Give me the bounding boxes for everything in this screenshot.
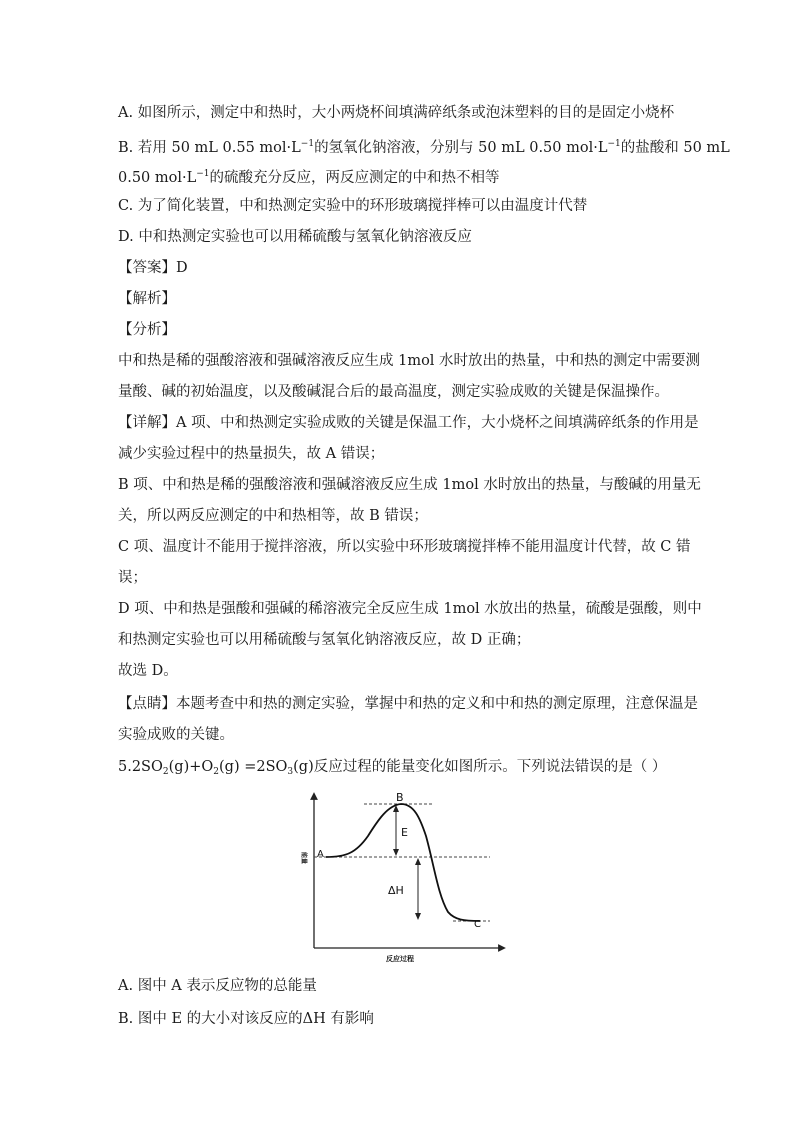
answer-line: 【答案】D [118, 260, 188, 276]
detail-line: C 项、温度计不能用于搅拌溶液，所以实验中环形玻璃搅拌棒不能用温度计代替，故 C 错 [118, 539, 691, 555]
subscript: 2 [213, 767, 219, 777]
text-segment: 的盐酸和 50 mL [620, 140, 730, 156]
detail-line: 误； [118, 570, 147, 586]
detail-line: 关，所以两反应测定的中和热相等，故 B 错误； [118, 508, 428, 524]
text-segment: B. 若用 50 mL 0.55 mol·L [118, 140, 301, 156]
fenxi-line: 量酸、碱的初始温度，以及酸碱混合后的最高温度，测定实验成败的关键是保温操作。 [118, 384, 669, 400]
option-d-q4: D. 中和热测定实验也可以用稀硫酸与氢氧化钠溶液反应 [118, 229, 472, 245]
fenxi-line: 中和热是稀的强酸溶液和强碱溶液反应生成 1mol 水时放出的热量，中和热的测定中需要测 [118, 353, 701, 369]
superscript: −1 [300, 139, 315, 149]
option-b-q4-line2 [118, 164, 500, 188]
superscript: −1 [607, 139, 621, 149]
fenxi-heading: 【分析】 [118, 322, 176, 338]
detail-line: 减少实验过程中的热量损失，故 A 错误； [118, 446, 385, 462]
arrow-head [415, 913, 421, 920]
text-segment: (g)反应过程的能量变化如图所示。下列说法错误的是（ ） [293, 759, 667, 775]
text-segment: 5.2SO [118, 759, 163, 775]
label-e: E [401, 826, 408, 839]
energy-curve [326, 804, 480, 921]
analysis-heading: 【解析】 [118, 291, 176, 307]
text-segment: 的硫酸充分反应，两反应测定的中和热不相等 [209, 170, 500, 186]
detail-line: 故选 D。 [118, 663, 178, 679]
energy-profile-diagram [298, 790, 508, 968]
superscript: −1 [196, 169, 210, 179]
text-segment: 的氢氧化钠溶液，分别与 50 mL 0.50 mol·L [314, 140, 608, 156]
comment-line: 【点睛】本题考查中和热的测定实验，掌握中和热的定义和中和热的测定原理，注意保温是 [118, 696, 698, 712]
label-b: B [396, 791, 404, 804]
detail-line: 【详解】A 项、中和热测定实验成败的关键是保温工作，大小烧杯之间填满碎纸条的作用是 [118, 415, 699, 431]
text-segment: 0.50 mol·L [118, 170, 197, 186]
text-segment: (g)+O [168, 759, 214, 775]
arrow-head [415, 858, 421, 865]
question-5-stem [118, 757, 666, 782]
detail-line: D 项、中和热是强酸和强碱的稀溶液完全反应生成 1mol 水放出的热量，硫酸是强酸，则中 [118, 601, 702, 617]
option-b-q5: B. 图中 E 的大小对该反应的ΔH 有影响 [118, 1011, 374, 1027]
comment-line: 实验成败的关键。 [118, 727, 234, 743]
label-c: C [474, 919, 481, 930]
option-a-q4: A. 如图所示，测定中和热时，大小两烧杯间填满碎纸条或泡沫塑料的目的是固定小烧杯 [118, 105, 675, 121]
option-c-q4: C. 为了简化装置，中和热测定实验中的环形玻璃搅拌棒可以由温度计代替 [118, 198, 588, 214]
label-a: A [317, 849, 324, 860]
detail-line: 和热测定实验也可以用稀硫酸与氢氧化钠溶液反应，故 D 正确； [118, 632, 531, 648]
label-delta-h: ΔH [388, 884, 404, 897]
option-b-q4-line1 [118, 134, 730, 158]
subscript: 2 [162, 767, 169, 777]
y-axis-label: 能量 [300, 852, 307, 865]
detail-line: B 项、中和热是稀的强酸溶液和强碱溶液反应生成 1mol 水时放出的热量，与酸碱的用量无 [118, 477, 701, 493]
text-segment: (g) =2SO [219, 759, 288, 775]
x-axis-label: 反应过程 [386, 955, 414, 963]
option-a-q5: A. 图中 A 表示反应物的总能量 [118, 978, 317, 994]
arrow-head [393, 849, 399, 856]
subscript: 3 [287, 767, 294, 777]
